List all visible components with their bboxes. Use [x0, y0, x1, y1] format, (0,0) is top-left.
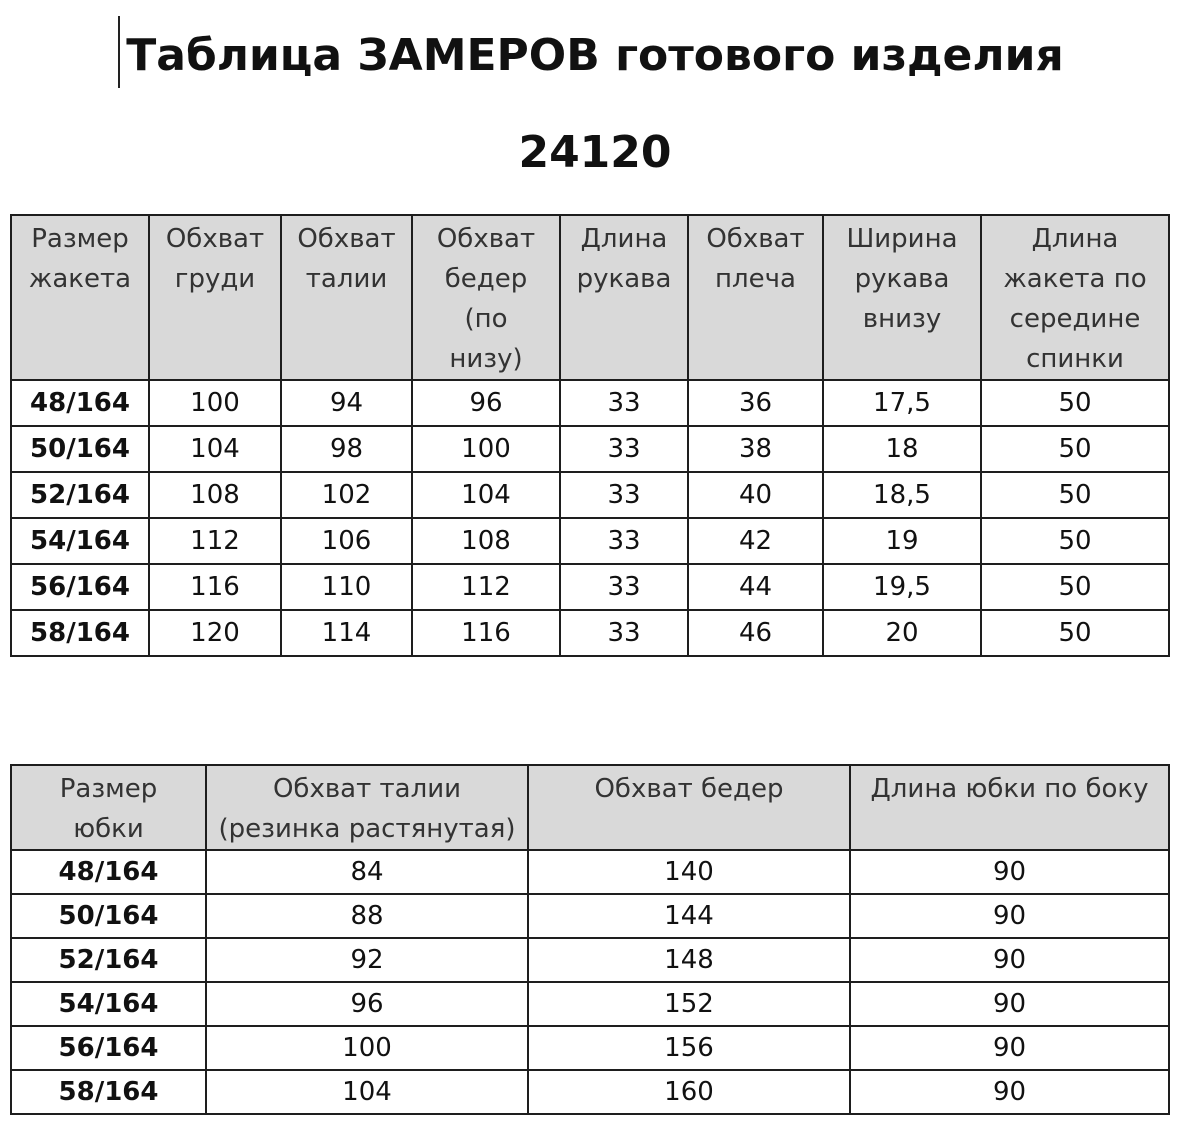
skirt-value-cell: 90	[850, 938, 1169, 982]
jacket-header-text: талии	[305, 264, 388, 294]
jacket-header-text: Ширина	[846, 224, 958, 254]
jacket-header-text: Обхват	[297, 224, 396, 254]
skirt-value-cell: 140	[528, 850, 850, 894]
skirt-header-cell	[11, 765, 206, 850]
skirt-size-cell: 50/164	[11, 894, 206, 938]
jacket-header-text: Обхват	[706, 224, 805, 254]
skirt-value-cell: 90	[850, 982, 1169, 1026]
jacket-value-cell: 33	[560, 380, 688, 426]
skirt-value-cell: 92	[206, 938, 528, 982]
jacket-header-text: рукава	[854, 264, 950, 294]
jacket-value-cell: 33	[560, 518, 688, 564]
jacket-header-cell	[281, 215, 412, 380]
table-row	[11, 938, 1169, 982]
table-row	[11, 850, 1169, 894]
skirt-size-cell: 52/164	[11, 938, 206, 982]
table-row	[11, 564, 1169, 610]
skirt-value-cell: 90	[850, 894, 1169, 938]
skirt-value-cell: 104	[206, 1070, 528, 1114]
jacket-header-cell	[11, 215, 149, 380]
skirt-value-cell: 152	[528, 982, 850, 1026]
table-row	[11, 1070, 1169, 1114]
skirt-value-cell: 88	[206, 894, 528, 938]
jacket-header-text: низу)	[449, 344, 523, 374]
skirt-header-text: Размер	[59, 774, 158, 804]
jacket-value-cell: 46	[688, 610, 823, 656]
table-row	[11, 610, 1169, 656]
jacket-value-cell: 50	[981, 472, 1169, 518]
jacket-value-cell: 120	[149, 610, 281, 656]
jacket-header-text: бедер	[444, 264, 528, 294]
jacket-size-cell: 52/164	[11, 472, 149, 518]
jacket-value-cell: 33	[560, 564, 688, 610]
skirt-header-text: (резинка растянутая)	[218, 814, 516, 844]
jacket-value-cell: 33	[560, 426, 688, 472]
jacket-size-cell: 50/164	[11, 426, 149, 472]
table-row	[11, 894, 1169, 938]
skirt-value-cell: 160	[528, 1070, 850, 1114]
jacket-header-text: внизу	[862, 304, 942, 334]
jacket-header-text: жакета по	[1003, 264, 1147, 294]
skirt-header-cell	[528, 765, 850, 850]
jacket-value-cell: 100	[412, 426, 560, 472]
jacket-value-cell: 94	[281, 380, 412, 426]
jacket-header-text: Длина	[580, 224, 668, 254]
jacket-value-cell: 98	[281, 426, 412, 472]
table-row	[11, 426, 1169, 472]
skirt-size-cell: 58/164	[11, 1070, 206, 1114]
jacket-value-cell: 102	[281, 472, 412, 518]
jacket-value-cell: 18	[823, 426, 981, 472]
skirt-header-text: Обхват бедер	[594, 774, 784, 804]
jacket-header-cell	[981, 215, 1169, 380]
skirt-size-cell: 48/164	[11, 850, 206, 894]
jacket-value-cell: 50	[981, 564, 1169, 610]
jacket-value-cell: 19	[823, 518, 981, 564]
skirt-value-cell: 144	[528, 894, 850, 938]
jacket-value-cell: 116	[412, 610, 560, 656]
jacket-header-cell	[560, 215, 688, 380]
jacket-header-text: Обхват	[165, 224, 265, 254]
jacket-value-cell: 104	[149, 426, 281, 472]
table-row	[11, 472, 1169, 518]
jacket-value-cell: 18,5	[823, 472, 981, 518]
jacket-header-cell	[823, 215, 981, 380]
jacket-value-cell: 108	[149, 472, 281, 518]
skirt-value-cell: 90	[850, 850, 1169, 894]
jacket-value-cell: 110	[281, 564, 412, 610]
jacket-value-cell: 50	[981, 518, 1169, 564]
jacket-header-text: жакета	[28, 264, 132, 294]
jacket-header-text: рукава	[576, 264, 672, 294]
jacket-header-text: Длина	[1031, 224, 1119, 254]
skirt-value-cell: 90	[850, 1070, 1169, 1114]
jacket-value-cell: 44	[688, 564, 823, 610]
jacket-value-cell: 17,5	[823, 380, 981, 426]
jacket-size-cell: 56/164	[11, 564, 149, 610]
jacket-header-text: Обхват	[436, 224, 536, 254]
jacket-header-text: Размер	[31, 224, 129, 254]
jacket-value-cell: 114	[281, 610, 412, 656]
jacket-header-text: плеча	[715, 264, 796, 294]
jacket-size-cell: 58/164	[11, 610, 149, 656]
jacket-header-text: (по	[464, 304, 508, 334]
jacket-value-cell: 38	[688, 426, 823, 472]
table-row	[11, 982, 1169, 1026]
jacket-value-cell: 33	[560, 610, 688, 656]
skirt-header-cell	[850, 765, 1169, 850]
jacket-value-cell: 100	[149, 380, 281, 426]
skirt-header-text: юбки	[73, 814, 144, 844]
jacket-header-text: середине	[1009, 304, 1141, 334]
skirt-header-row	[11, 765, 1169, 850]
skirt-value-cell: 148	[528, 938, 850, 982]
skirt-value-cell: 100	[206, 1026, 528, 1070]
jacket-value-cell: 50	[981, 380, 1169, 426]
skirt-header-text: Обхват талии	[272, 774, 462, 804]
skirt-header-cell	[206, 765, 528, 850]
table-row	[11, 1026, 1169, 1070]
skirt-value-cell: 156	[528, 1026, 850, 1070]
jacket-value-cell: 106	[281, 518, 412, 564]
jacket-header-text: спинки	[1026, 344, 1124, 374]
product-code: 24120	[518, 127, 672, 178]
jacket-value-cell: 112	[149, 518, 281, 564]
jacket-header-row	[11, 215, 1169, 380]
jacket-header-cell	[412, 215, 560, 380]
jacket-header-cell	[688, 215, 823, 380]
jacket-value-cell: 36	[688, 380, 823, 426]
jacket-value-cell: 104	[412, 472, 560, 518]
jacket-size-cell: 48/164	[11, 380, 149, 426]
jacket-value-cell: 96	[412, 380, 560, 426]
jacket-size-cell: 54/164	[11, 518, 149, 564]
jacket-value-cell: 20	[823, 610, 981, 656]
jacket-value-cell: 33	[560, 472, 688, 518]
jacket-value-cell: 108	[412, 518, 560, 564]
skirt-value-cell: 84	[206, 850, 528, 894]
jacket-value-cell: 50	[981, 426, 1169, 472]
skirt-size-cell: 54/164	[11, 982, 206, 1026]
skirt-value-cell: 90	[850, 1026, 1169, 1070]
skirt-value-cell: 96	[206, 982, 528, 1026]
jacket-value-cell: 112	[412, 564, 560, 610]
jacket-value-cell: 42	[688, 518, 823, 564]
table-row	[11, 518, 1169, 564]
jacket-value-cell: 50	[981, 610, 1169, 656]
skirt-header-text: Длина юбки по боку	[870, 774, 1149, 804]
skirt-size-cell: 56/164	[11, 1026, 206, 1070]
jacket-measurements-table	[10, 214, 1170, 657]
page-title: Таблица ЗАМЕРОВ готового изделия	[126, 30, 1064, 81]
jacket-value-cell: 116	[149, 564, 281, 610]
jacket-header-cell	[149, 215, 281, 380]
jacket-value-cell: 19,5	[823, 564, 981, 610]
jacket-value-cell: 40	[688, 472, 823, 518]
skirt-measurements-table	[10, 764, 1170, 1115]
jacket-header-text: груди	[174, 264, 256, 294]
table-row	[11, 380, 1169, 426]
